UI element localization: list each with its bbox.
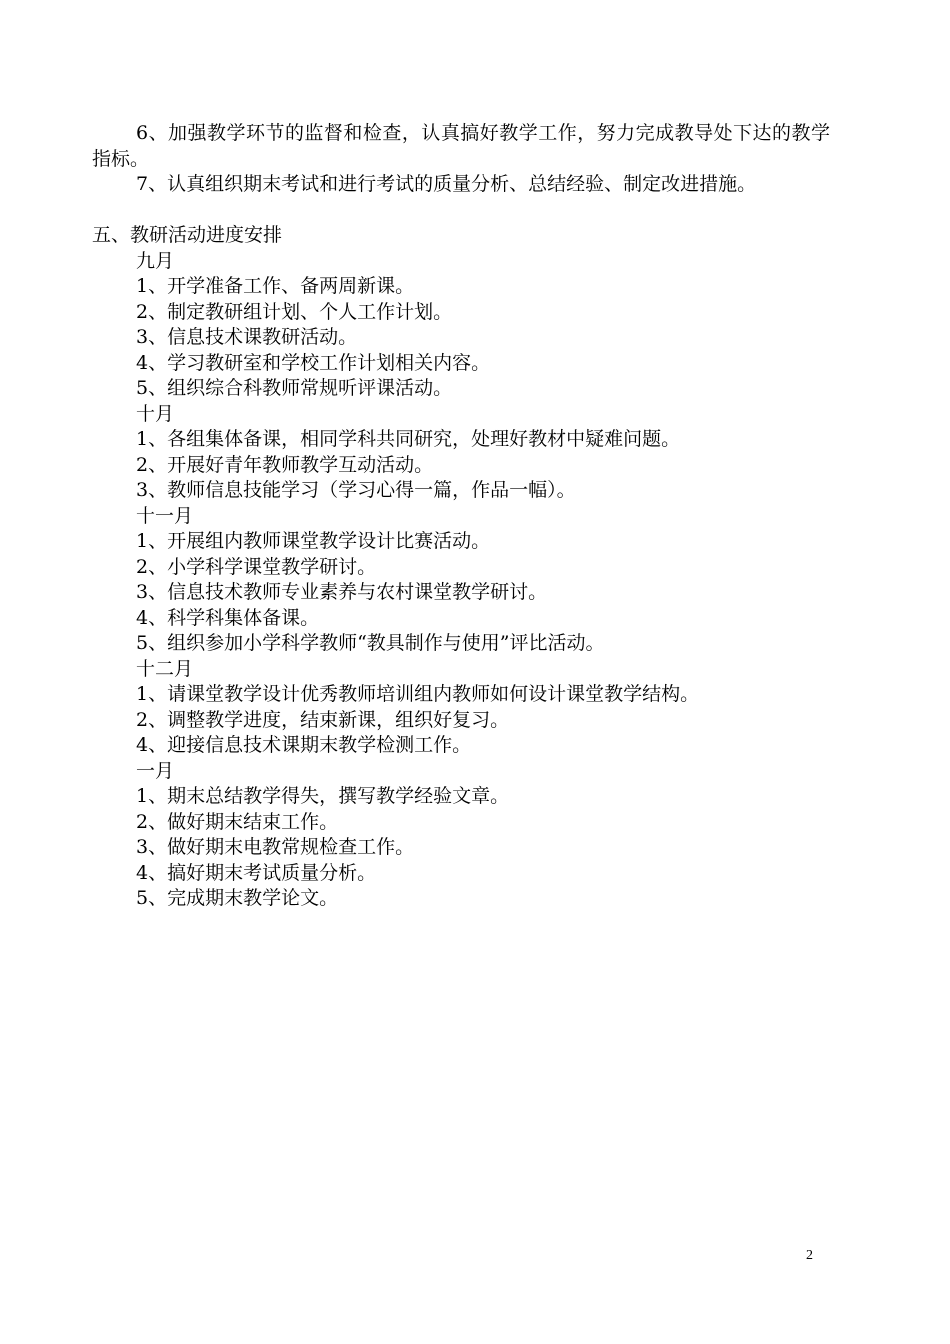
month-heading-december: 十二月 — [136, 657, 194, 680]
list-item: 4、科学科集体备课。 — [136, 606, 320, 629]
list-item: 2、制定教研组计划、个人工作计划。 — [136, 300, 453, 323]
list-item: 3、做好期末电教常规检查工作。 — [136, 836, 415, 858]
list-item: 2、调整教学进度，结束新课，组织好复习。 — [136, 708, 510, 731]
list-item: 4、学习教研室和学校工作计划相关内容。 — [136, 351, 491, 374]
list-item: 1、请课堂教学设计优秀教师培训组内教师如何设计课堂教学结构。 — [136, 683, 700, 705]
list-item: 2、开展好青年教师教学互动活动。 — [136, 453, 434, 476]
list-item: 5、组织参加小学科学教师“教具制作与使用”评比活动。 — [136, 632, 605, 654]
list-item: 5、组织综合科教师常规听评课活动。 — [136, 377, 453, 399]
list-item: 1、各组集体备课，相同学科共同研究，处理好教材中疑难问题。 — [136, 428, 681, 450]
list-item: 3、信息技术教师专业素养与农村课堂教学研讨。 — [136, 581, 548, 603]
list-item: 2、小学科学课堂教学研讨。 — [136, 555, 377, 578]
list-item: 5、完成期末教学论文。 — [136, 887, 339, 909]
list-item: 4、搞好期末考试质量分析。 — [136, 861, 377, 884]
list-item: 1、期末总结教学得失，撰写教学经验文章。 — [136, 785, 510, 807]
list-item: 1、开展组内教师课堂教学设计比赛活动。 — [136, 530, 491, 552]
list-item: 2、做好期末结束工作。 — [136, 810, 339, 833]
month-heading-november: 十一月 — [136, 504, 194, 527]
list-item: 3、教师信息技能学习（学习心得一篇，作品一幅）。 — [136, 479, 576, 501]
page-number: 2 — [806, 1248, 813, 1263]
paragraph-item-6: 6、加强教学环节的监督和检查，认真搞好教学工作，努力完成教导处下达的教学指标。 — [92, 122, 830, 170]
section-title: 五、教研活动进度安排 — [92, 224, 283, 246]
list-item: 1、开学准备工作、备两周新课。 — [136, 275, 415, 297]
month-heading-january: 一月 — [136, 759, 175, 782]
document-body — [92, 121, 830, 912]
list-item: 4、迎接信息技术课期末教学检测工作。 — [136, 734, 472, 756]
month-heading-september: 九月 — [136, 249, 175, 272]
paragraph-item-7: 7、认真组织期末考试和进行考试的质量分析、总结经验、制定改进措施。 — [136, 173, 757, 195]
blank-line — [92, 198, 830, 224]
list-item: 3、信息技术课教研活动。 — [136, 326, 358, 348]
month-heading-october: 十月 — [136, 402, 175, 425]
